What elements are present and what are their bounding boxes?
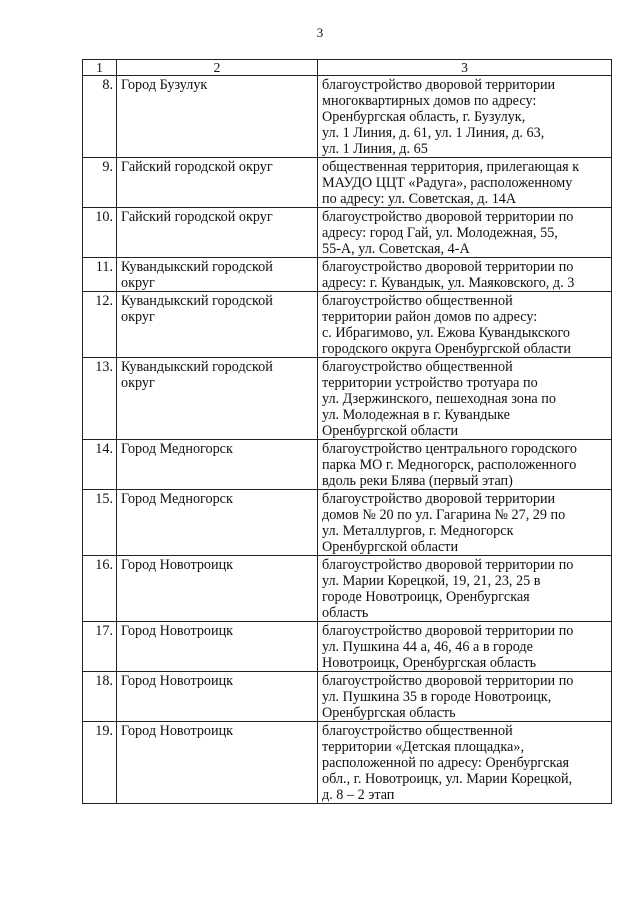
description-cell: общественная территория, прилегающая к МАУДО ЦЦТ «Радуга», расположенному по адресу: ул. Советская, д. 14А bbox=[318, 158, 612, 208]
municipality-cell: Кувандыкский городской округ bbox=[117, 292, 318, 358]
table-row bbox=[83, 672, 612, 722]
municipality-cell: Кувандыкский городской округ bbox=[117, 258, 318, 292]
table-row bbox=[83, 440, 612, 490]
municipality-cell: Город Бузулук bbox=[117, 76, 318, 158]
municipality-cell: Город Новотроицк bbox=[117, 672, 318, 722]
description-cell: благоустройство дворовой территории по ул. Пушкина 44 а, 46, 46 а в городе Новотроицк, Оренбургская область bbox=[318, 622, 612, 672]
description-cell: благоустройство центрального городского парка МО г. Медногорск, расположенного вдоль реки Блява (первый этап) bbox=[318, 440, 612, 490]
description-cell: благоустройство общественной территории район домов по адресу: с. Ибрагимово, ул. Ежова Кувандыкского городского округа Оренбургской области bbox=[318, 292, 612, 358]
row-number: 8. bbox=[83, 76, 117, 158]
description-cell: благоустройство дворовой территории по адресу: город Гай, ул. Молодежная, 55, 55-А, ул. Советская, 4-А bbox=[318, 208, 612, 258]
row-number: 19. bbox=[83, 722, 117, 804]
description-cell: благоустройство общественной территории устройство тротуара по ул. Дзержинского, пешеходная зона по ул. Молодежная в г. Кувандыке Оренбургской области bbox=[318, 358, 612, 440]
municipality-cell: Город Новотроицк bbox=[117, 622, 318, 672]
row-number: 18. bbox=[83, 672, 117, 722]
municipality-cell: Гайский городской округ bbox=[117, 158, 318, 208]
row-number: 17. bbox=[83, 622, 117, 672]
table-row bbox=[83, 556, 612, 622]
row-number: 11. bbox=[83, 258, 117, 292]
row-number: 14. bbox=[83, 440, 117, 490]
municipality-cell: Гайский городской округ bbox=[117, 208, 318, 258]
municipality-cell: Город Новотроицк bbox=[117, 556, 318, 622]
column-header-2: 2 bbox=[117, 60, 318, 76]
description-cell: благоустройство общественной территории «Детская площадка», расположенной по адресу: Оренбургская обл., г. Новотроицк, ул. Марии Корецкой, д. 8 – 2 этап bbox=[318, 722, 612, 804]
row-number: 15. bbox=[83, 490, 117, 556]
table-row bbox=[83, 208, 612, 258]
table-row bbox=[83, 622, 612, 672]
table-row bbox=[83, 358, 612, 440]
municipality-cell: Город Медногорск bbox=[117, 490, 318, 556]
description-cell: благоустройство дворовой территории по адресу: г. Кувандык, ул. Маяковского, д. 3 bbox=[318, 258, 612, 292]
table-row bbox=[83, 722, 612, 804]
municipality-cell: Город Новотроицк bbox=[117, 722, 318, 804]
description-cell: благоустройство дворовой территории по ул. Пушкина 35 в городе Новотроицк, Оренбургская область bbox=[318, 672, 612, 722]
table-row bbox=[83, 76, 612, 158]
column-header-3: 3 bbox=[318, 60, 612, 76]
row-number: 16. bbox=[83, 556, 117, 622]
row-number: 13. bbox=[83, 358, 117, 440]
municipality-cell: Кувандыкский городской округ bbox=[117, 358, 318, 440]
table-row bbox=[83, 258, 612, 292]
description-cell: благоустройство дворовой территории по ул. Марии Корецкой, 19, 21, 23, 25 в городе Новотроицк, Оренбургская область bbox=[318, 556, 612, 622]
table-row bbox=[83, 158, 612, 208]
table-row bbox=[83, 292, 612, 358]
row-number: 9. bbox=[83, 158, 117, 208]
table-row bbox=[83, 490, 612, 556]
table-header-row bbox=[83, 60, 612, 76]
description-cell: благоустройство дворовой территории домов № 20 по ул. Гагарина № 27, 29 по ул. Металлургов, г. Медногорск Оренбургской области bbox=[318, 490, 612, 556]
page-number: 3 bbox=[316, 25, 324, 40]
description-cell: благоустройство дворовой территории многоквартирных домов по адресу: Оренбургская область, г. Бузулук, ул. 1 Линия, д. 61, ул. 1 Линия, д. 63, ул. 1 Линия, д. 65 bbox=[318, 76, 612, 158]
row-number: 12. bbox=[83, 292, 117, 358]
improvement-objects-table bbox=[82, 59, 612, 804]
municipality-cell: Город Медногорск bbox=[117, 440, 318, 490]
column-header-1: 1 bbox=[83, 60, 117, 76]
row-number: 10. bbox=[83, 208, 117, 258]
